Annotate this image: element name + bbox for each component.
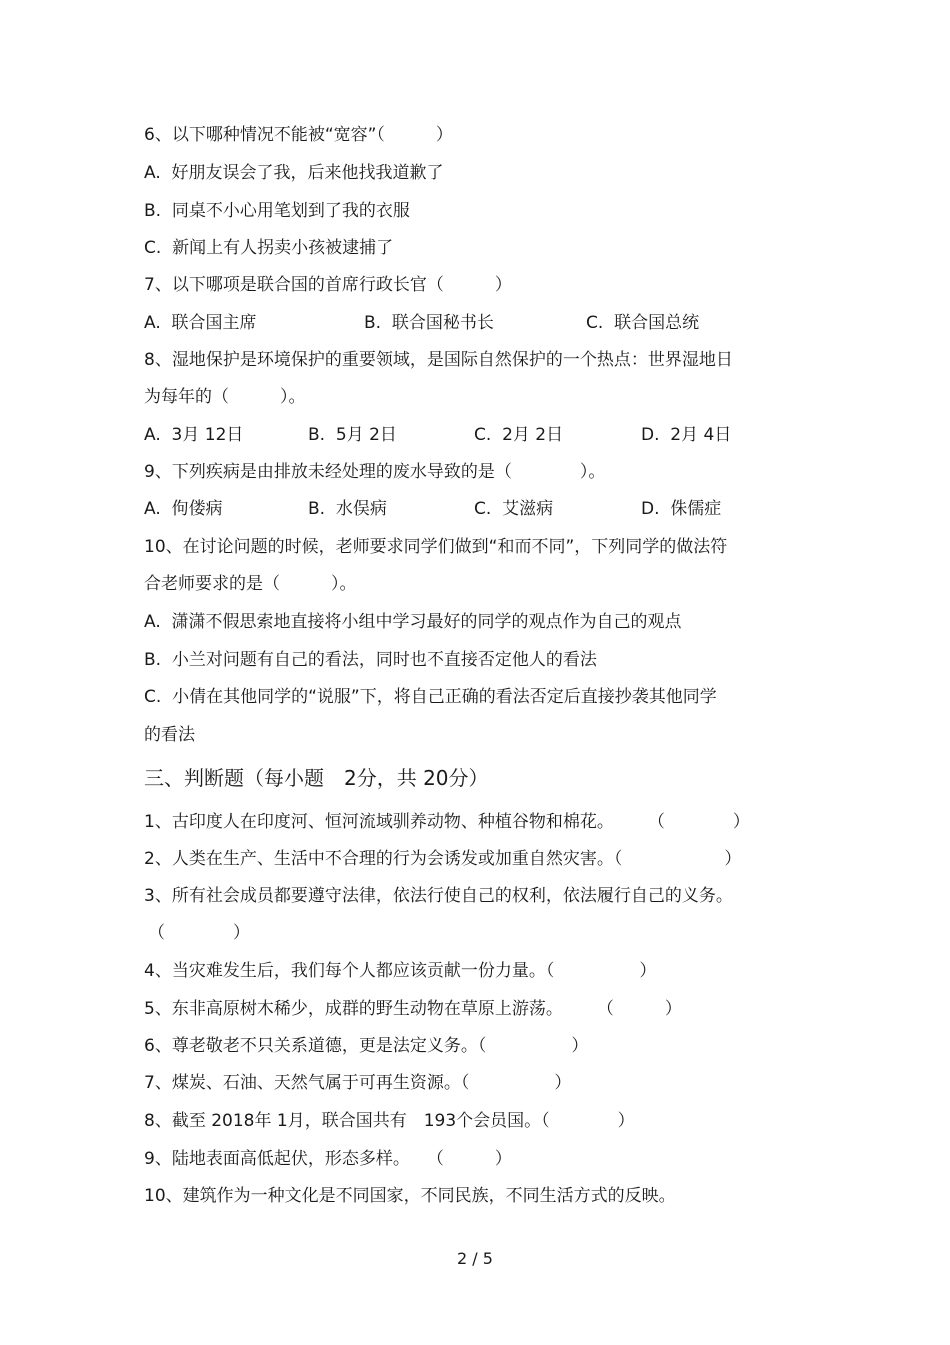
question-8-stem-line-1: 8、湿地保护是环境保护的重要领域，是国际自然保护的一个热点：世界湿地日 [144, 350, 733, 370]
question-8-option-c: C. 2月 2日 [474, 425, 564, 445]
tf-item-9: 9、陆地表面高低起伏，形态多样。 （ ） [144, 1149, 512, 1169]
page-indicator: 2 / 5 [457, 1249, 493, 1268]
question-10-option-b: B. 小兰对问题有自己的看法，同时也不直接否定他人的看法 [144, 650, 597, 670]
question-10-option-c-continued: 的看法 [144, 725, 195, 745]
question-6-option-a: A. 好朋友误会了我，后来他找我道歉了 [144, 163, 444, 183]
question-7-option-b: B. 联合国秘书长 [364, 313, 494, 333]
question-8-option-d: D. 2月 4日 [641, 425, 732, 445]
tf-item-3: 3、所有社会成员都要遵守法律，依法行使自己的权利，依法履行自己的义务。 [144, 886, 733, 906]
question-9-option-b: B. 水俣病 [308, 499, 387, 519]
question-6-option-b: B. 同桌不小心用笔划到了我的衣服 [144, 201, 410, 221]
tf-item-4: 4、当灾难发生后，我们每个人都应该贡献一份力量。（ ） [144, 961, 657, 981]
question-8-option-b: B. 5月 2日 [308, 425, 397, 445]
question-10-option-c: C. 小倩在其他同学的“说服”下，将自己正确的看法否定后直接抄袭其他同学 [144, 687, 717, 707]
question-10-stem-line-2: 合老师要求的是（ ）。 [144, 574, 357, 594]
tf-item-10: 10、建筑作为一种文化是不同国家，不同民族，不同生活方式的反映。 [144, 1186, 676, 1206]
tf-item-6: 6、尊老敬老不只关系道德，更是法定义务。（ ） [144, 1036, 589, 1056]
tf-item-1: 1、古印度人在印度河、恒河流域驯养动物、种植谷物和棉花。 （ ） [144, 812, 750, 832]
section-heading-true-false: 三、判断题（每小题 2分，共 20分） [144, 766, 489, 790]
tf-item-3-answer: （ ） [148, 923, 250, 943]
question-9-option-d: D. 侏儒症 [641, 499, 722, 519]
tf-item-7: 7、煤炭、石油、天然气属于可再生资源。（ ） [144, 1073, 572, 1093]
question-6-option-c: C. 新闻上有人拐卖小孩被逮捕了 [144, 238, 394, 258]
question-7-option-a: A. 联合国主席 [144, 313, 257, 333]
question-9-option-a: A. 佝偻病 [144, 499, 223, 519]
question-7-stem: 7、以下哪项是联合国的首席行政长官（ ） [144, 275, 512, 295]
tf-item-5: 5、东非高原树木稀少，成群的野生动物在草原上游荡。 （ ） [144, 999, 682, 1019]
question-10-option-a: A. 潇潇不假思索地直接将小组中学习最好的同学的观点作为自己的观点 [144, 612, 682, 632]
question-10-stem-line-1: 10、在讨论问题的时候，老师要求同学们做到“和而不同”，下列同学的做法符 [144, 537, 728, 557]
tf-item-8: 8、截至 2018年 1月，联合国共有 193个会员国。（ ） [144, 1111, 635, 1131]
question-8-stem-line-2: 为每年的（ ）。 [144, 387, 306, 407]
question-9-stem: 9、下列疾病是由排放未经处理的废水导致的是（ ）。 [144, 462, 606, 482]
question-8-option-a: A. 3月 12日 [144, 425, 244, 445]
question-7-option-c: C. 联合国总统 [586, 313, 700, 333]
tf-item-2: 2、人类在生产、生活中不合理的行为会诱发或加重自然灾害。（ ） [144, 849, 742, 869]
question-6-stem: 6、以下哪种情况不能被“宽容”（ ） [144, 125, 453, 145]
question-9-option-c: C. 艾滋病 [474, 499, 554, 519]
